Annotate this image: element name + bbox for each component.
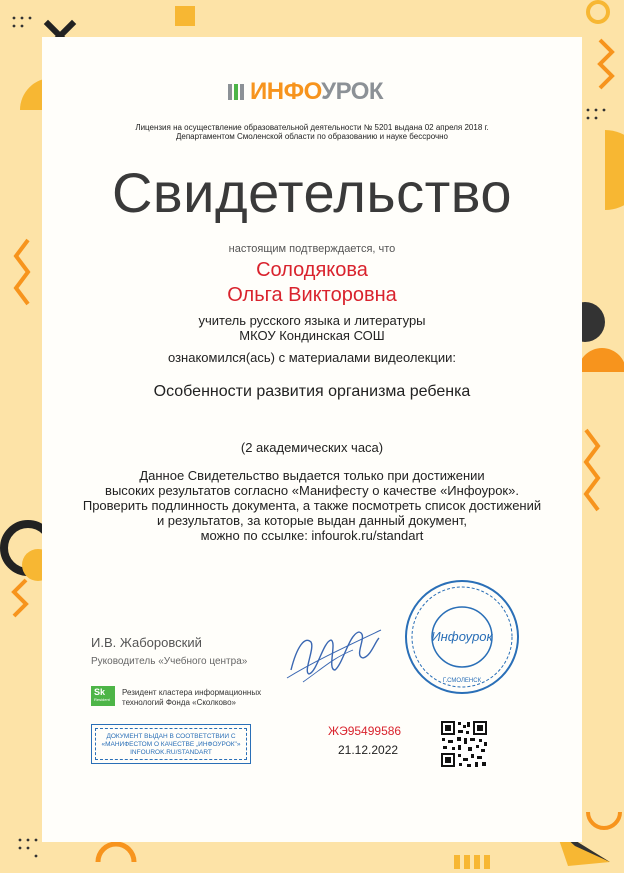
manifest-box-inner: [95, 728, 247, 760]
confirm-text: настоящим подтверждается, что: [228, 243, 396, 255]
square-decoration: [175, 6, 195, 26]
skolkovo-line2: технологий Фонда «Сколково»: [122, 698, 236, 707]
official-seal: [403, 578, 521, 696]
half-circle-decoration: [578, 348, 624, 372]
seal-city-text: Г.СМОЛЕНСК: [442, 678, 482, 684]
description-line: высоких результатов согласно «Манифесту о качестве «Инфоурок».: [105, 483, 519, 498]
document-number: ЖЭ95499586: [328, 724, 402, 738]
manifest-line3: INFOUROK.RU/STANDART: [130, 749, 212, 756]
recipient-given-name: Ольга Викторовна: [227, 284, 397, 306]
logo-part2: УРОК: [321, 78, 384, 105]
description-line: Данное Свидетельство выдается только при достижении: [139, 468, 485, 483]
description-line: Проверить подлинность документа, а также посмотреть список достижений: [82, 498, 542, 513]
watched-text: ознакомился(ась) с материалами видеолекции:: [167, 350, 456, 365]
issue-date: 21.12.2022: [338, 743, 399, 757]
description-line: можно по ссылке: infourok.ru/standart: [200, 528, 424, 543]
skolkovo-text: [122, 688, 272, 708]
logo-part1: ИНФО: [250, 78, 322, 105]
arc-decoration: [98, 844, 134, 862]
manifest-box: [91, 724, 251, 764]
skolkovo-badge: [91, 686, 115, 706]
description-line: и результатов, за которые выдан данный документ,: [156, 513, 468, 528]
quarter-circle-decoration: [605, 130, 624, 210]
signer-role: Руководитель «Учебного центра»: [91, 656, 248, 667]
school-name: МКОУ Кондинская СОШ: [239, 328, 385, 343]
certificate-title: Свидетельство: [111, 161, 512, 224]
infourok-logo: [226, 78, 383, 106]
signer-name: И.В. Жаборовский: [91, 635, 202, 650]
license-line1: Лицензия на осуществление образовательной деятельности № 5201 выдана 02 апреля 2018 г.: [135, 123, 489, 132]
arc-decoration: [588, 812, 620, 828]
recipient-surname: Солодякова: [256, 259, 368, 281]
logo-icon: [226, 81, 248, 103]
signature-image: [283, 612, 383, 688]
skolkovo-badge-sub: Resident: [94, 697, 110, 702]
skolkovo-line1: Резидент кластера информационных: [122, 688, 262, 697]
skolkovo-badge-label: Sk: [94, 687, 106, 697]
manifest-line2: «МАНИФЕСТОМ О КАЧЕСТВЕ „ИНФОУРОК"»: [101, 741, 241, 748]
bars-decoration: [454, 855, 490, 869]
manifest-line1: ДОКУМЕНТ ВЫДАН В СООТВЕТСТВИИ С: [106, 733, 236, 740]
qr-code-image: [440, 720, 488, 768]
license-line2: Департаментом Смоленской области по образованию и науке бессрочно: [175, 132, 449, 141]
job-title: учитель русского языка и литературы: [198, 313, 426, 328]
academic-hours: (2 академических часа): [240, 440, 384, 455]
course-title: Особенности развития организма ребенка: [153, 383, 471, 400]
ring-decoration: [588, 2, 608, 22]
license-text: [42, 123, 582, 141]
certificate-description: [42, 468, 582, 543]
recipient-job: [42, 313, 582, 343]
seal-center-text: Инфоурок: [431, 629, 493, 644]
